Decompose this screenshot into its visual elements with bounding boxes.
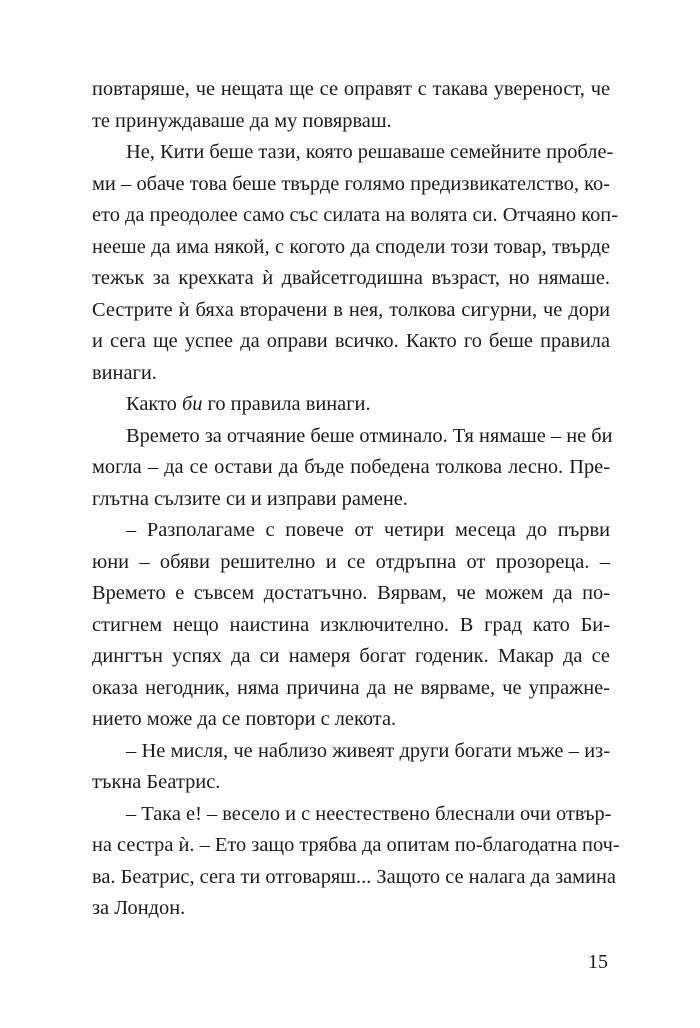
text-line-italic xyxy=(92,389,610,421)
text-line: ва. Беатрис, сега ти отговаряш... Защото се налага да замина xyxy=(92,865,616,888)
text-line: глътна сълзите си и изправи рамене. xyxy=(92,487,408,510)
text-line: – Разполагаме с повече от четири месеца до първи xyxy=(126,519,610,541)
text-line: те принуждаваше да му повярваш. xyxy=(92,109,392,132)
text-line: и сега ще успее да оправи всичко. Както го беше правила xyxy=(92,330,610,352)
text-line: на сестра ѝ. – Ето защо трябва да опитам по-благодатна поч- xyxy=(92,834,620,856)
page-number: 15 xyxy=(588,951,608,973)
text-line: – Не мисля, че наблизо живеят други богати мъже – из- xyxy=(126,739,610,762)
text-line: Не, Кити беше тази, която решаваше семейните пробле- xyxy=(126,141,614,163)
text-segment: го правила винаги. xyxy=(202,393,371,415)
text-line: тежък за крехката ѝ двайсетгодишна възраст, но нямаше. xyxy=(92,267,610,289)
text-line: могла – да се остави да бъде победена толкова лесно. Пре- xyxy=(92,456,610,478)
text-line: Времето за отчаяние беше отминало. Тя нямаше – не би xyxy=(126,424,613,447)
text-line: Сестрите ѝ бяха вторачени в нея, толкова сигурни, че дори xyxy=(92,298,610,321)
text-line: юни – обяви решително и се отдръпна от прозореца. – xyxy=(92,550,610,573)
italic-word: би xyxy=(181,393,203,415)
text-line: повтаряше, че нещата ще се оправят с такава увереност, че xyxy=(92,78,610,100)
text-line: стигнем нещо наистина изключително. В град като Би- xyxy=(92,613,610,636)
text-line: оказа негодник, няма причина да не вярваме, че упражне- xyxy=(92,676,610,699)
text-line: нееше да има някой, с когото да сподели този товар, твърде xyxy=(92,235,610,258)
text-line: ето да преодолее само със силата на волята си. Отчаяно коп- xyxy=(92,204,618,226)
text-line: ми – обаче това беше твърде голямо предизвикателство, ко- xyxy=(92,172,610,195)
text-line: тъкна Беатрис. xyxy=(92,771,221,793)
text-line: винаги. xyxy=(92,361,157,384)
text-line: дингтън успях да си намеря богат годеник. Макар да се xyxy=(92,645,610,667)
text-line: Времето е съвсем достатъчно. Вярвам, че можем да по- xyxy=(92,582,610,604)
text-segment: Както xyxy=(126,393,182,415)
body-text xyxy=(92,74,620,925)
text-line: за Лондон. xyxy=(92,897,186,919)
text-line: – Така е! – весело и с неестествено блеснали очи отвър- xyxy=(126,802,612,825)
text-line: нието може да се повтори с лекота. xyxy=(92,708,397,730)
